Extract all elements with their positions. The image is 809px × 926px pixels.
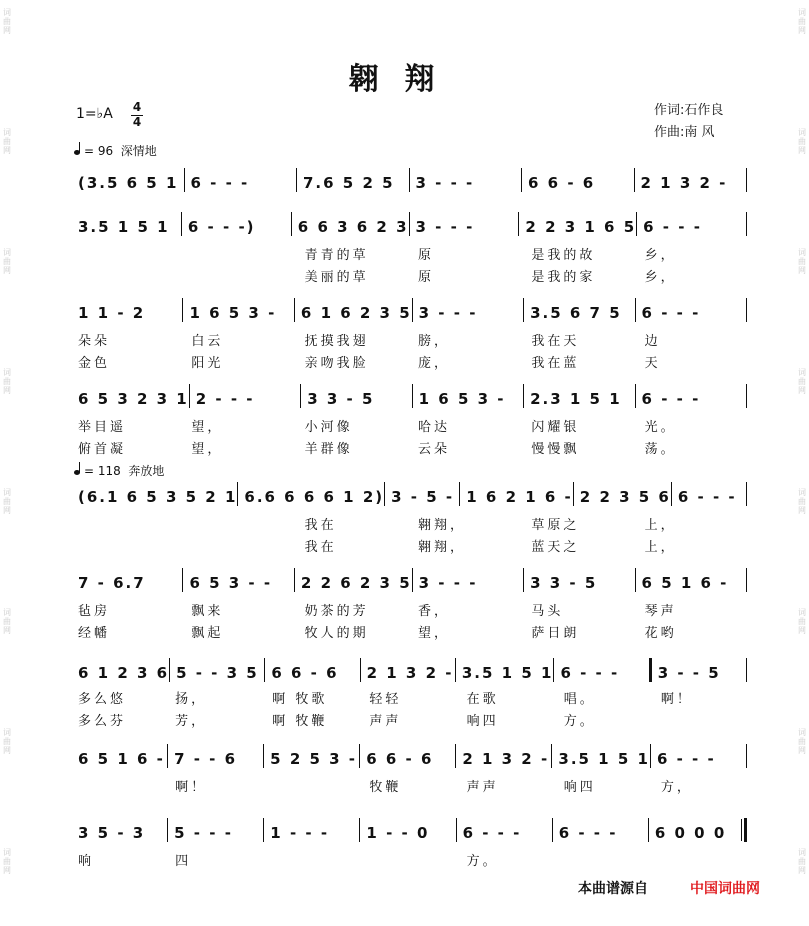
measure: 3 - - - — [415, 218, 475, 236]
song-title: 翱翔 — [348, 62, 461, 97]
measure: 6 6 3 6 2 3 — [297, 218, 409, 236]
barline — [746, 298, 747, 322]
measure: 3 - - - — [418, 304, 478, 322]
time-signature: 4 4 — [132, 100, 142, 129]
measure: 3 3 - 5 — [530, 574, 598, 592]
barline — [746, 658, 747, 682]
tempo-marking-2: = 118 奔放地 — [74, 462, 164, 479]
measure: 1 6 5 3 - — [418, 390, 506, 408]
measure: 6 6 - 6 — [271, 664, 339, 682]
measure: 1 - - 0 — [366, 824, 430, 842]
measure: 6 5 1 6 - — [78, 750, 165, 768]
measure: 6 1 2 3 6 — [78, 664, 170, 682]
barline — [746, 212, 747, 236]
composer: 作曲:南 风 — [654, 125, 715, 140]
measure: 3 3 - 5 — [307, 390, 375, 408]
score-line — [72, 166, 747, 192]
barline — [746, 384, 747, 408]
score-line — [72, 480, 747, 506]
score-line — [72, 210, 747, 236]
left-watermark: 词曲网 词曲网 词曲网 词曲网 词曲网 词曲网 词曲网 词曲网 — [3, 8, 11, 875]
measure: 3 - - - — [418, 574, 478, 592]
source-label: 本曲谱源自 — [578, 881, 648, 897]
measure: 5 2 5 3 - — [270, 750, 358, 768]
site-link[interactable]: 中国词曲网 — [690, 881, 760, 897]
lyric-line: 举目遥 望， 小河像 哈达 闪耀银 光。 — [78, 420, 677, 435]
measure: 6 - - - — [643, 218, 702, 236]
measure: 6 6 - 6 — [528, 174, 596, 192]
measure: 6 - - - — [560, 664, 620, 682]
lyric-line: 多么悠 扬， 啊 牧歌 轻轻 在歌 唱。 啊！ — [78, 692, 693, 707]
barline — [746, 568, 747, 592]
score-line — [72, 816, 747, 842]
measure: 6 - - - — [677, 488, 737, 506]
barline — [746, 482, 747, 506]
measure: 6 5 3 2 3 1 — [78, 390, 189, 408]
lyric-line: 响 四 方。 — [78, 854, 499, 869]
measure: 6 - - - — [558, 824, 618, 842]
lyric-line: 啊！ 牧鞭 声声 响四 方， — [175, 780, 693, 795]
measure: 1 1 - 2 — [78, 304, 146, 322]
tempo-marking: = 96 深情地 — [74, 142, 157, 159]
score-line — [72, 656, 747, 682]
measure: 2 2 3 5 6 — [579, 488, 671, 506]
lyricist: 作词:石作良 — [654, 103, 724, 118]
measure: 2 1 3 2 - — [366, 664, 454, 682]
measure: 2.3 1 5 1 — [530, 390, 622, 408]
measure: 3.5 1 5 1 — [461, 664, 554, 682]
measure: 2 - - - — [195, 390, 255, 408]
measure: 2 2 6 2 3 5 — [300, 574, 412, 592]
barline — [746, 744, 747, 768]
barline — [746, 168, 747, 192]
measure: 6 - - - — [190, 174, 250, 192]
measure: 3 - - - — [415, 174, 475, 192]
final-barline — [744, 818, 747, 842]
measure: 5 - - 3 5 — [176, 664, 259, 682]
measure: (3.5 6 5 1 — [78, 174, 179, 192]
measure: 6 - - - — [641, 304, 701, 322]
measure: 3 - 5 - — [391, 488, 455, 506]
measure: 6 5 1 6 - — [641, 574, 729, 592]
measure: 7.6 5 2 5 — [303, 174, 395, 192]
measure: 3 5 - 3 — [78, 824, 146, 842]
score-line — [72, 296, 747, 322]
measure: 1 6 5 3 - — [189, 304, 277, 322]
score-line — [72, 382, 747, 408]
score-line — [72, 742, 747, 768]
measure: 1 - - - — [270, 824, 330, 842]
measure: 6 - - -) — [187, 218, 256, 236]
measure: 3.5 1 5 1 — [78, 218, 170, 236]
measure: 6 - - - — [656, 750, 716, 768]
measure: 6.6 6 6 6 1 2) — [244, 488, 385, 506]
lyric-line: 经幡 飘起 牧人的期 望， 萨日朗 花哟 — [78, 626, 677, 641]
measure: 3 - - 5 — [657, 664, 721, 682]
quarter-note-icon — [74, 470, 80, 475]
measure: 7 - - 6 — [174, 750, 238, 768]
measure: 5 - - - — [174, 824, 233, 842]
score-line — [72, 566, 747, 592]
lyric-line: 多么芬 芳， 啊 牧鞭 声声 响四 方。 — [78, 714, 596, 729]
lyric-line: 我在 翱翔， 蓝天之 上， — [304, 540, 677, 555]
lyric-line: 金色 阳光 亲吻我脸 庞， 我在蓝 天 — [78, 356, 661, 371]
key-signature: 1=♭A — [76, 106, 113, 122]
measure: 2 2 3 1 6 5 — [525, 218, 637, 236]
measure: 6 - - - — [462, 824, 522, 842]
measure: 3.5 1 5 1 — [558, 750, 650, 768]
measure: 6 5 3 - - — [189, 574, 273, 592]
lyric-line: 俯首凝 望， 羊群像 云朵 慢慢飘 荡。 — [78, 442, 677, 457]
measure: 2 1 3 2 - — [462, 750, 550, 768]
measure: 6 1 6 2 3 5 — [300, 304, 412, 322]
measure: 2 1 3 2 - — [640, 174, 728, 192]
measure: (6.1 6 5 3 5 2 1 — [78, 488, 238, 506]
measure: 6 0 0 0 — [654, 824, 727, 842]
measure: 3.5 6 7 5 — [530, 304, 622, 322]
measure: 6 - - - — [641, 390, 701, 408]
lyric-line: 青青的草 原 是我的故 乡， — [304, 248, 677, 263]
measure: 7 - 6.7 — [78, 574, 146, 592]
right-watermark: 词曲网 词曲网 词曲网 词曲网 词曲网 词曲网 词曲网 词曲网 — [798, 8, 806, 875]
lyric-line: 毡房 飘来 奶茶的芳 香， 马头 琴声 — [78, 604, 677, 619]
measure: 1 6 2 1 6 - — [466, 488, 573, 506]
measure: 6 6 - 6 — [366, 750, 434, 768]
lyric-line: 美丽的草 原 是我的家 乡， — [304, 270, 677, 285]
lyric-line: 朵朵 白云 抚摸我翅 膀， 我在天 边 — [78, 334, 661, 349]
quarter-note-icon — [74, 150, 80, 155]
lyric-line: 我在 翱翔， 草原之 上， — [304, 518, 677, 533]
